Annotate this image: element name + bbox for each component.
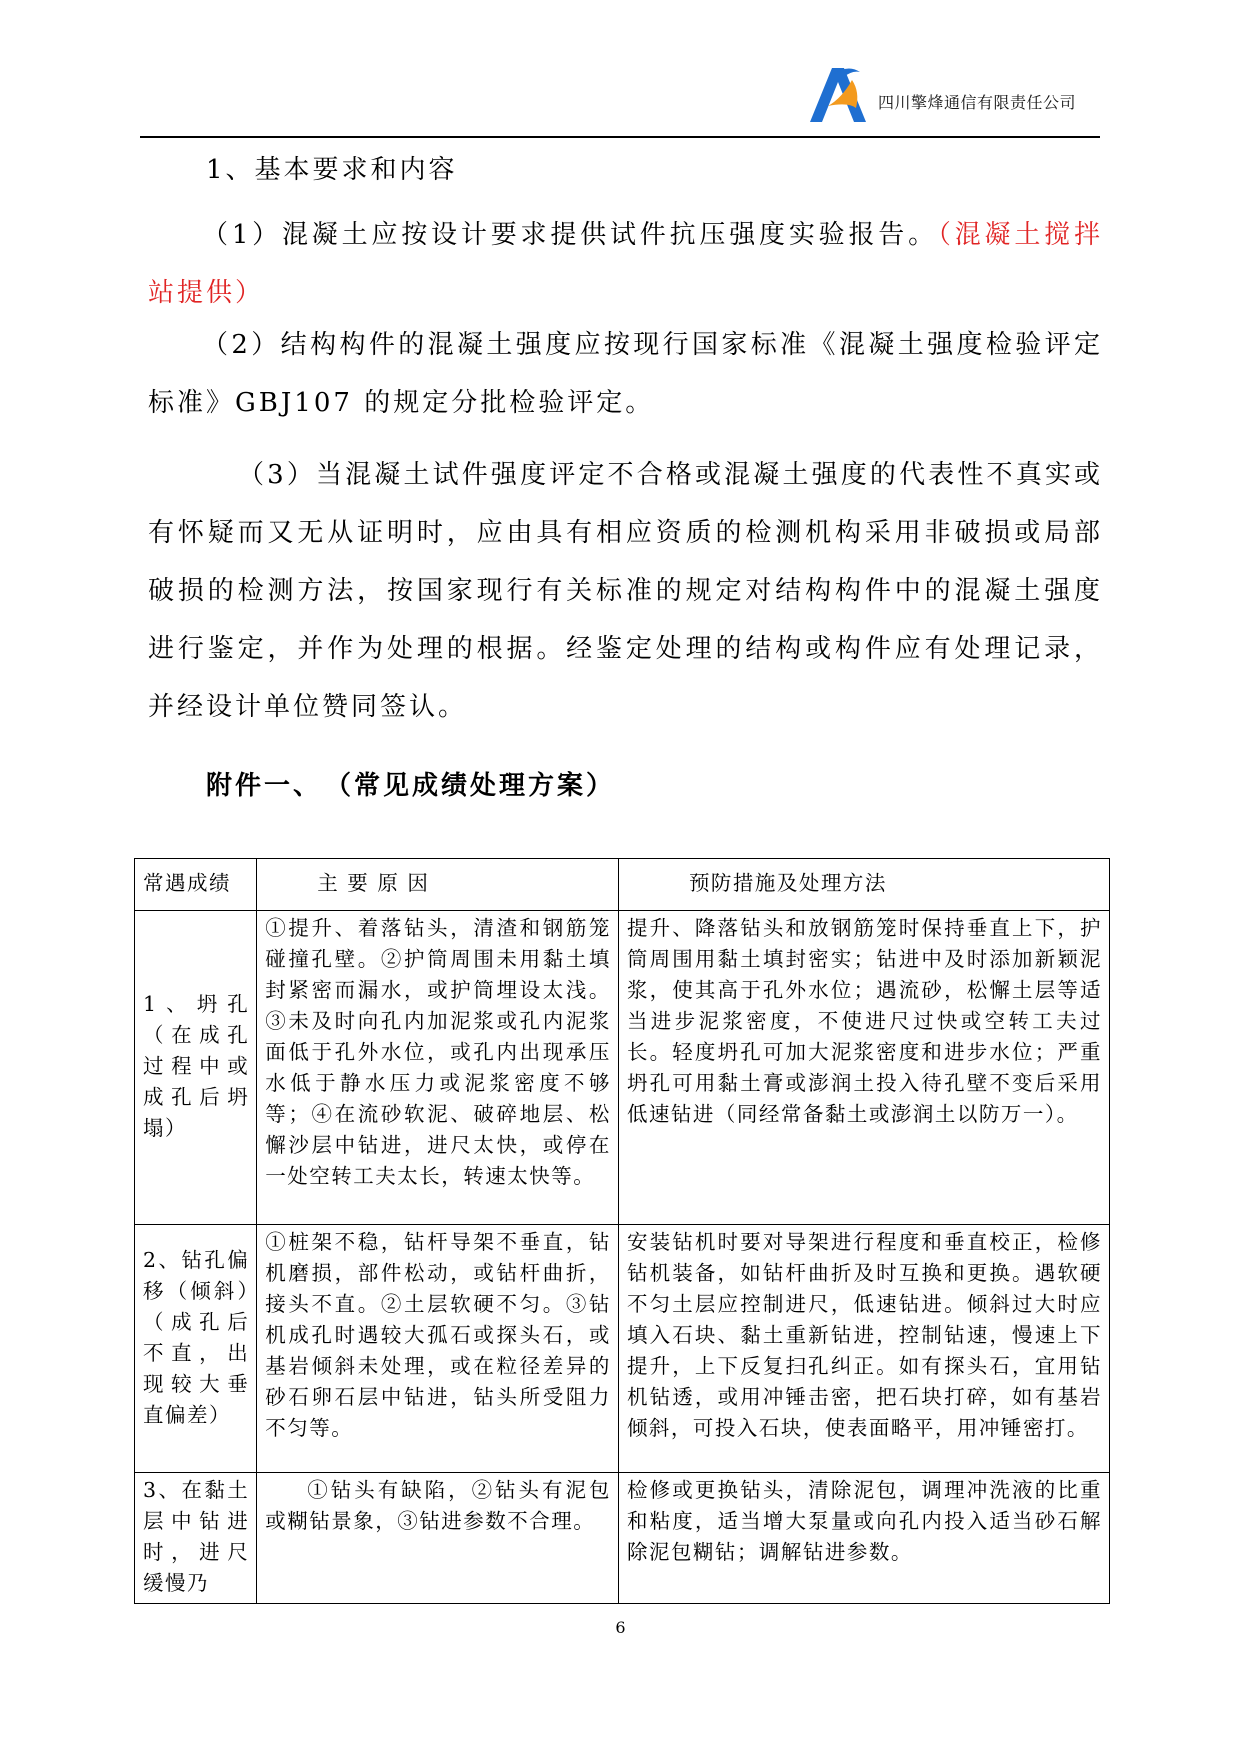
table-header-row [135,859,1110,911]
header-problem: 常遇成绩 [135,859,257,911]
page-number: 6 [615,1618,626,1637]
appendix-title: 附件一、 （常见成绩处理方案） [206,771,616,801]
company-logo-icon [808,62,870,124]
paragraph-1-red-note: （混凝土搅拌站提供） [148,220,1103,308]
company-name: 四川擎烽通信有限责任公司 [878,93,1077,112]
table-row [135,1225,1110,1473]
row-3-cause: ①钻头有缺陷，②钻头有泥包或糊钻景象，③钻进参数不合理。 [257,1473,619,1604]
row-1-problem: 1、坍孔（在成孔过程中或成孔后坍塌） [135,911,257,1225]
row-3-problem: 3、在黏土层中钻进时，进尺缓慢乃 [135,1473,257,1604]
header-divider [140,136,1100,138]
problems-table [134,858,1110,1604]
header-cause: 主 要 原 因 [257,859,619,911]
header-solution: 预防措施及处理方法 [618,859,1109,911]
table-row [135,911,1110,1225]
table-row [135,1473,1110,1604]
row-1-cause: ①提升、着落钻头，清渣和钢筋笼碰撞孔壁。②护筒周围未用黏土填封紧密而漏水，或护筒埋设太浅。③未及时向孔内加泥浆或孔内泥浆面低于孔外水位，或孔内出现承压水低于静水压力或泥浆密度不够等；④在流砂软泥、破碎地层、松懈沙层中钻进，进尺太快，或停在一处空转工夫太长，转速太快等。 [257,911,619,1225]
row-3-solution: 检修或更换钻头，清除泥包，调理冲洗液的比重和粘度，适当增大泵量或向孔内投入适当砂石解除泥包糊钻；调解钻进参数。 [618,1473,1109,1604]
row-2-solution: 安装钻机时要对导架进行程度和垂直校正，检修钻机装备，如钻杆曲折及时互换和更换。遇软硬不匀土层应控制进尺，低速钻进。倾斜过大时应填入石块、黏土重新钻进，控制钻速，慢速上下提升，上下反复扫孔纠正。如有探头石，宜用钻机钻透，或用冲锤击密，把石块打碎，如有基岩倾斜，可投入石块，使表面略平，用冲锤密打。 [618,1225,1109,1473]
section-heading: 1、基本要求和内容 [206,155,458,185]
paragraph-2: （2）结构构件的混凝土强度应按现行国家标准《混凝土强度检验评定标准》GBJ107 的规定分批检验评定。 [148,330,1103,418]
row-2-problem: 2、钻孔偏移（倾斜）（成孔后不直，出现较大垂直偏差） [135,1225,257,1473]
paragraph-1-text: （1）混凝土应按设计要求提供试件抗压强度实验报告。 [202,220,938,250]
row-1-solution: 提升、降落钻头和放钢筋笼时保持垂直上下，护筒周围用黏土填封密实；钻进中及时添加新颖泥浆，使其高于孔外水位；遇流砂，松懈土层等适当进步泥浆密度，不使进尺过快或空转工夫过长。轻度坍孔可加大泥浆密度和进步水位；严重坍孔可用黏土膏或澎润土投入待孔壁不变后采用低速钻进（同经常备黏土或澎润土以防万一）。 [618,911,1109,1225]
paragraph-3: （3）当混凝土试件强度评定不合格或混凝土强度的代表性不真实或有怀疑而又无从证明时，应由具有相应资质的检测机构采用非破损或局部破损的检测方法，按国家现行有关标准的规定对结构构件中的混凝土强度进行鉴定，并作为处理的根据。经鉴定处理的结构或构件应有处理记录，并经设计单位赞同签认。 [148,460,1103,722]
paragraph-1 [148,206,1103,322]
row-2-cause: ①桩架不稳，钻杆导架不垂直，钻机磨损，部件松动，或钻杆曲折，接头不直。②土层软硬不匀。③钻机成孔时遇较大孤石或探头石，或基岩倾斜未处理，或在粒径差异的砂石卵石层中钻进，钻头所受阻力不匀等。 [257,1225,619,1473]
